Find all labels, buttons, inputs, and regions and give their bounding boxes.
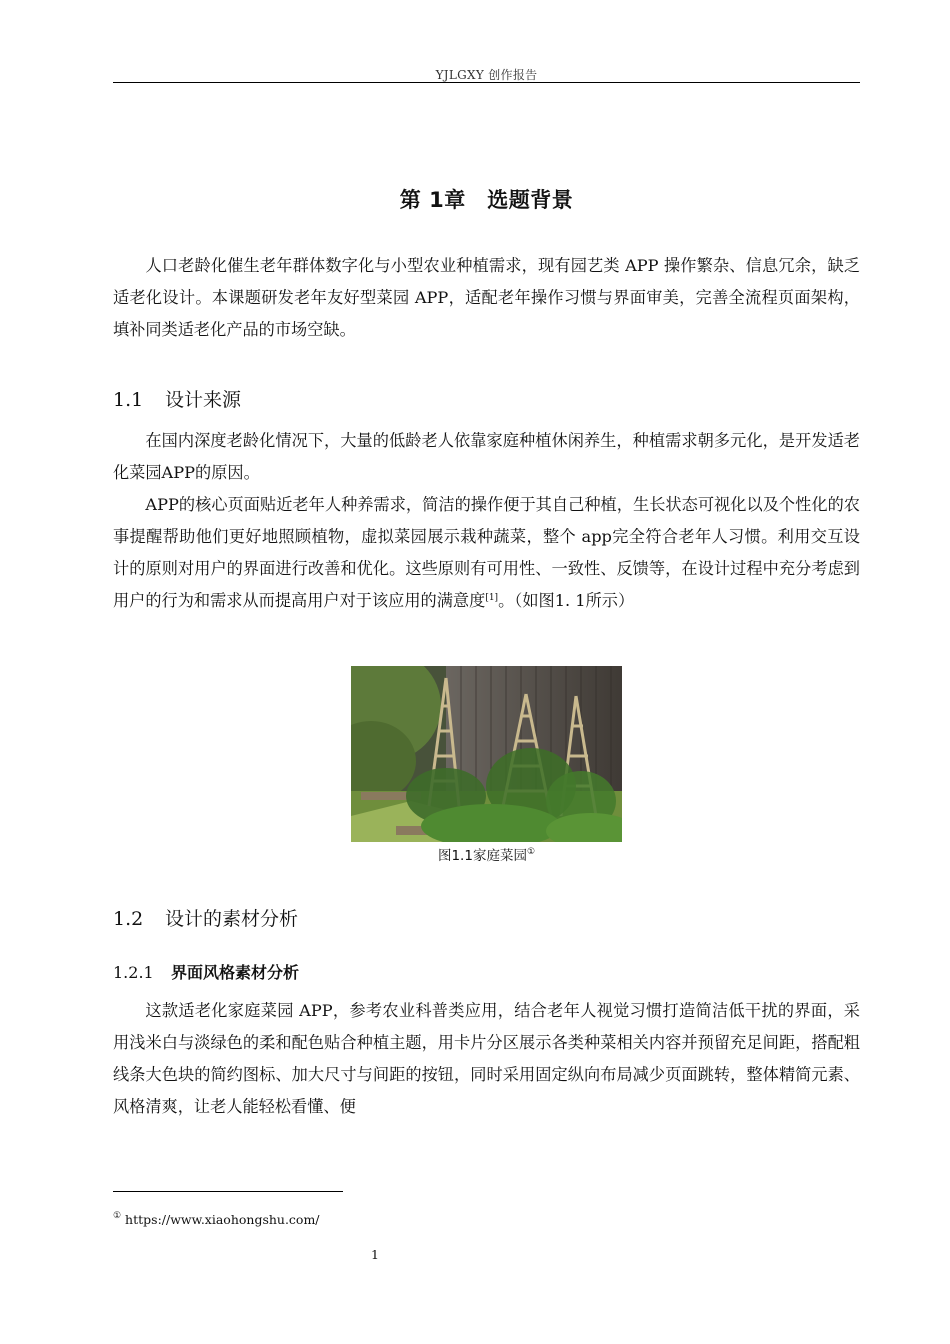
caption-text: 图1.1家庭菜园: [437, 848, 527, 864]
section-1-1-heading: [113, 385, 241, 412]
footnote-mark: ①: [113, 1211, 122, 1221]
section-1-1-paragraph-2: [113, 489, 860, 617]
header-rule: [113, 82, 860, 83]
section-number: 1.1: [113, 389, 144, 411]
section-number: 1.2: [113, 908, 144, 930]
section-1-2-1-paragraph: 这款适老化家庭菜园 APP，参考农业科普类应用，结合老年人视觉习惯打造简洁低干扰的界面，采用浅米白与淡绿色的柔和配色贴合种植主题，用卡片分区展示各类种菜相关内容并预留充足间距，搭配粗线条大色块的简约图标、加大尺寸与间距的按钮，同时采用固定纵向布局减少页面跳转，整体精简元素、风格清爽，让老人能轻松看懂、便: [113, 1001, 860, 1116]
section-1-2-heading: [113, 904, 298, 931]
page-header: YJLGXY 创作报告: [435, 68, 538, 82]
subsection-number: 1.2.1: [113, 963, 154, 982]
paragraph-text: APP的核心页面贴近老年人种养需求，简洁的操作便于其自己种植，生长状态可视化以及个性化的农事提醒帮助他们更好地照顾植物，虚拟菜园展示栽种蔬菜，整个 app完全符合老年人习惯。利用交互设计的原则对用户的界面进行改善和优化。这些原则有可用性、一致性、反馈等，在设计过程中充分考虑到用户的行为和需求从而提高用户对于该应用的满意度: [113, 495, 860, 610]
section-title: 设计来源: [165, 389, 242, 411]
footnote-rule: [113, 1191, 343, 1192]
garden-photo: [351, 666, 622, 842]
footnote: [113, 1212, 320, 1227]
caption-footnote-mark[interactable]: ①: [526, 847, 536, 857]
footnote-url[interactable]: https://www.xiaohongshu.com/: [121, 1212, 320, 1227]
section-title: 设计的素材分析: [165, 908, 299, 930]
citation-mark[interactable]: [1]: [485, 593, 499, 603]
page-number: 1: [371, 1247, 379, 1262]
figure-caption: [351, 844, 622, 864]
subsection-title: 界面风格素材分析: [171, 963, 300, 982]
section-1-2-1-heading: [113, 960, 299, 983]
chapter-title: 第 1章 选题背景: [399, 188, 574, 212]
paragraph-text-end: 。（如图1. 1所示）: [498, 591, 635, 610]
intro-paragraph: 人口老龄化催生老年群体数字化与小型农业种植需求，现有园艺类 APP 操作繁杂、信息冗余，缺乏适老化设计。本课题研发老年友好型菜园 APP，适配老年操作习惯与界面审美，完善全流程页面架构，填补同类适老化产品的市场空缺。: [113, 256, 860, 339]
section-1-1-paragraph-1: 在国内深度老龄化情况下，大量的低龄老人依靠家庭种植休闲养生，种植需求朝多元化，是开发适老化菜园APP的原因。: [113, 431, 860, 482]
